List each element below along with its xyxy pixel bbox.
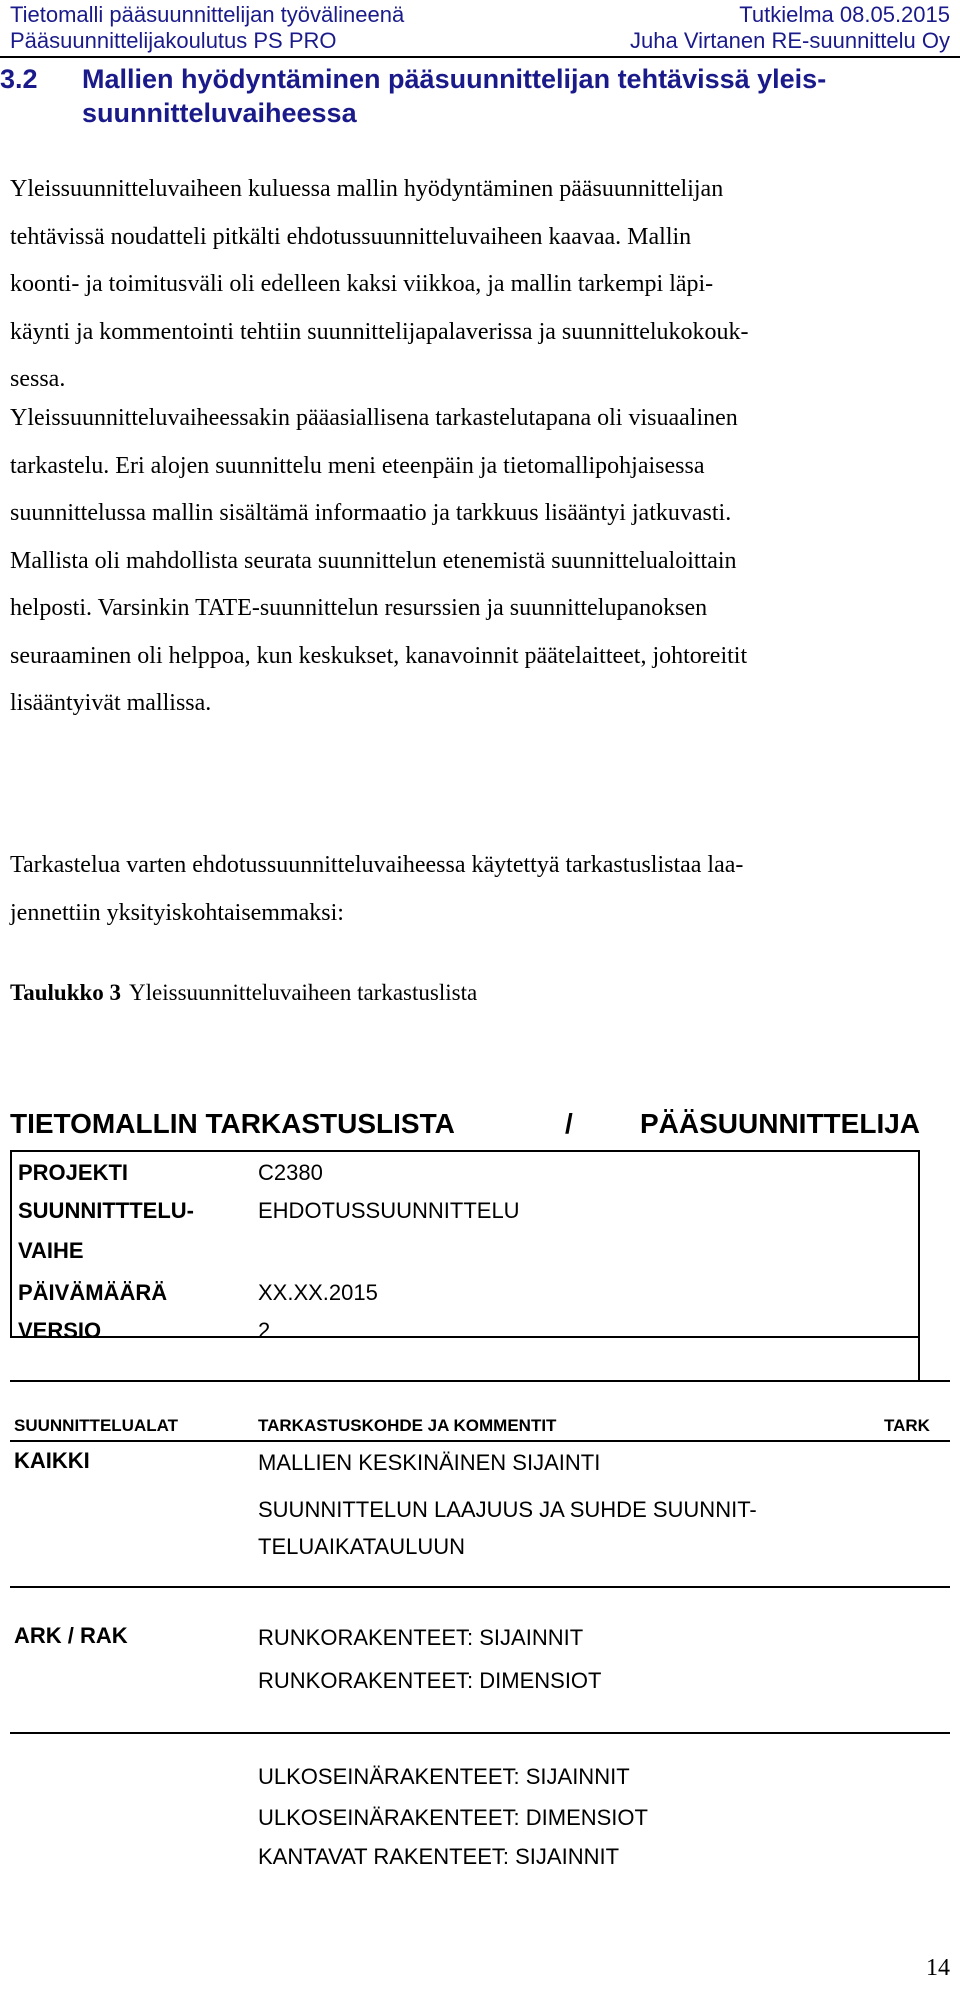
table-row-item: KANTAVAT RAKENTEET: SIJAINNIT	[258, 1844, 620, 1869]
paragraph-line: koonti- ja toimitusväli oli edelleen kaksi viikkoa, ja mallin tarkempi läpi-	[10, 271, 714, 297]
paragraph-1	[10, 166, 955, 404]
table-row-ala: ARK / RAK	[14, 1623, 128, 1648]
paragraph-line: käynti ja kommentointi tehtiin suunnittelijapalaverissa ja suunnittelukokouk-	[10, 318, 749, 345]
table-row-item: ULKOSEINÄRAKENTEET: SIJAINNIT	[258, 1764, 630, 1789]
table-row-item: TELUAIKATAULUUN	[258, 1534, 466, 1559]
table-row-item: MALLIEN KESKINÄINEN SIJAINTI	[258, 1450, 601, 1475]
table-caption-text: Yleissuunnitteluvaiheen tarkastuslista	[129, 980, 478, 1005]
paragraph-line: suunnittelussa mallin sisältämä informaatio ja tarkkuus lisääntyi jatkuvasti.	[10, 500, 732, 526]
header-document-title: Tietomalli pääsuunnittelijan työvälineenä	[10, 2, 405, 27]
table-divider	[10, 1336, 920, 1338]
section-title: Mallien hyödyntäminen pääsuunnittelijan tehtävissä yleis-suunnitteluvaiheessa	[82, 64, 827, 128]
table-caption	[10, 980, 477, 1006]
info-vaihe-value: EHDOTUSSUUNNITTELU	[258, 1198, 520, 1223]
table-border-right	[918, 1150, 920, 1382]
table-row-item: ULKOSEINÄRAKENTEET: DIMENSIOT	[258, 1805, 648, 1830]
column-header-suunnittelualat: SUUNNITTELUALAT	[14, 1416, 178, 1435]
paragraph-line: jennettiin yksityiskohtaisemmaksi:	[10, 899, 344, 926]
info-versio-value: 2	[258, 1318, 271, 1343]
header-thesis-date: Tutkielma 08.05.2015	[739, 2, 950, 27]
paragraph-line: tehtävissä noudatteli pitkälti ehdotussuunnitteluvaiheen kaavaa. Mallin	[10, 223, 692, 250]
table-divider	[10, 1380, 950, 1382]
checklist-title-right: PÄÄSUUNNITTELIJA	[640, 1108, 921, 1139]
info-projekti-value: C2380	[258, 1160, 323, 1185]
table-border-left	[10, 1150, 12, 1336]
paragraph-line: seuraaminen oli helppoa, kun keskukset, kanavoinnit päätelaitteet, johtoreitit	[10, 642, 748, 669]
paragraph-line: Yleissuunnitteluvaiheessakin pääasiallisena tarkastelutapana oli visuaalinen	[10, 405, 738, 431]
column-header-tark: TARK	[884, 1416, 930, 1435]
paragraph-line: lisääntyivät mallissa.	[10, 690, 212, 716]
table-divider	[10, 1440, 950, 1442]
header-rule	[0, 56, 960, 58]
info-projekti-label: PROJEKTI	[18, 1160, 129, 1185]
table-caption-label: Taulukko 3	[10, 980, 122, 1005]
paragraph-line: Mallista oli mahdollista seurata suunnittelun etenemistä suunnittelualoittain	[10, 547, 737, 574]
header-author: Juha Virtanen RE-suunnittelu Oy	[630, 28, 950, 53]
checklist-title-left: TIETOMALLIN TARKASTUSLISTA	[10, 1108, 455, 1139]
info-paivamaara-label: PÄIVÄMÄÄRÄ	[18, 1280, 168, 1305]
section-number: 3.2	[0, 64, 38, 94]
table-row-item: RUNKORAKENTEET: DIMENSIOT	[258, 1668, 602, 1693]
paragraph-line: sessa.	[10, 366, 66, 392]
column-header-tarkastuskohde: TARKASTUSKOHDE JA KOMMENTIT	[258, 1416, 557, 1435]
header-course: Pääsuunnittelijakoulutus PS PRO	[10, 28, 337, 53]
info-vaihe-label-cont: VAIHE	[18, 1238, 84, 1263]
table-row-item: SUUNNITTELUN LAAJUUS JA SUHDE SUUNNIT-	[258, 1497, 757, 1522]
table-divider	[10, 1586, 950, 1588]
paragraph-line: Tarkastelua varten ehdotussuunnitteluvaiheessa käytettyä tarkastuslistaa laa-	[10, 852, 744, 878]
paragraph-line: helposti. Varsinkin TATE-suunnittelun resurssien ja suunnittelupanoksen	[10, 595, 708, 621]
info-vaihe-label: SUUNNITTTELU-	[18, 1198, 194, 1223]
info-versio-label: VERSIO	[18, 1318, 102, 1343]
table-row-ala: KAIKKI	[14, 1448, 90, 1473]
page-header	[0, 0, 960, 60]
checklist-title-separator: /	[565, 1108, 573, 1139]
paragraph-line: tarkastelu. Eri alojen suunnittelu meni eteenpäin ja tietomallipohjaisessa	[10, 452, 705, 479]
table-divider	[10, 1732, 950, 1734]
table-row-item: RUNKORAKENTEET: SIJAINNIT	[258, 1625, 584, 1650]
paragraph-3	[10, 842, 955, 937]
page-number: 14	[926, 1955, 950, 1981]
paragraph-2	[10, 395, 955, 728]
paragraph-line: Yleissuunnitteluvaiheen kuluessa mallin hyödyntäminen pääsuunnittelijan	[10, 176, 724, 202]
info-paivamaara-value: XX.XX.2015	[258, 1280, 378, 1305]
table-border-top	[10, 1150, 920, 1152]
